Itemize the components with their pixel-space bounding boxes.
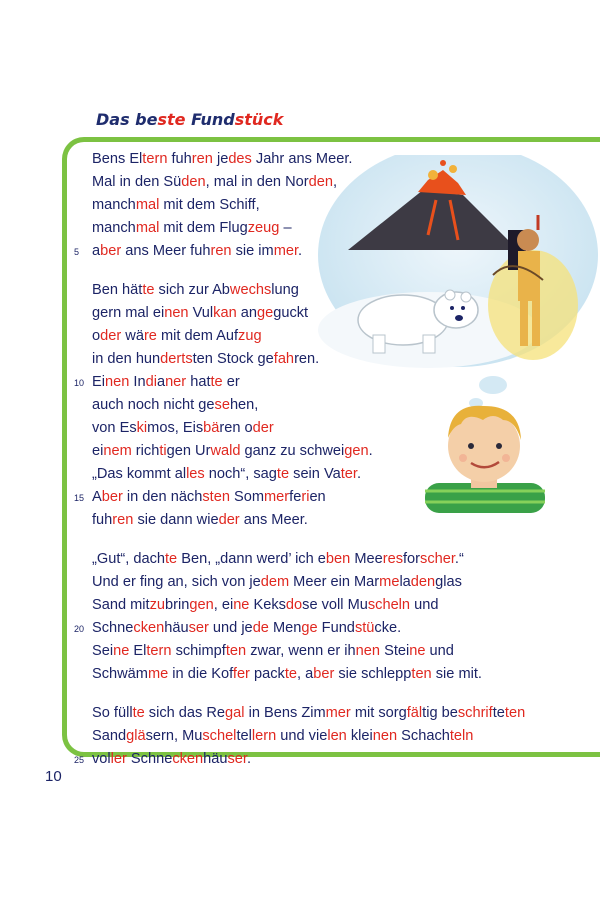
text-line bbox=[92, 304, 308, 322]
syllable-text: Ben hät bbox=[92, 282, 143, 298]
syllable-highlight: des bbox=[228, 151, 252, 167]
syllable-highlight: ren bbox=[210, 243, 232, 259]
syllable-highlight: fäl bbox=[406, 705, 423, 721]
syllable-highlight: te bbox=[276, 466, 290, 482]
syllable-highlight: zeug bbox=[247, 220, 280, 236]
text-line bbox=[92, 750, 251, 768]
syllable-highlight: ki bbox=[136, 420, 148, 436]
syllable-text: zwar, wenn er ih bbox=[246, 643, 356, 659]
syllable-text: Jahr ans Meer. bbox=[251, 151, 353, 167]
syllable-text: fuh bbox=[92, 512, 113, 528]
syllable-highlight: sten bbox=[202, 489, 230, 505]
syllable-text: mos, Eis bbox=[147, 420, 204, 436]
syllable-highlight: den bbox=[308, 174, 333, 190]
line-number-20: 20 bbox=[74, 624, 85, 634]
syllable-text: El bbox=[129, 643, 147, 659]
syllable-highlight: der bbox=[100, 328, 122, 344]
syllable-highlight: schrif bbox=[457, 705, 493, 721]
syllable-text: , bbox=[332, 174, 338, 190]
syllable-highlight: cken bbox=[133, 620, 165, 636]
text-line bbox=[92, 596, 438, 614]
syllable-text: Das be bbox=[96, 110, 158, 129]
syllable-highlight: se bbox=[214, 397, 230, 413]
syllable-highlight: fah bbox=[273, 351, 295, 367]
syllable-text: sie mit. bbox=[431, 666, 482, 682]
syllable-highlight: mal bbox=[135, 220, 160, 236]
syllable-highlight: ge bbox=[301, 620, 318, 636]
syllable-highlight: ste bbox=[157, 110, 186, 129]
syllable-highlight: den bbox=[410, 574, 436, 590]
syllable-text: Schne bbox=[126, 751, 173, 767]
syllable-highlight: glä bbox=[126, 728, 146, 744]
syllable-text: in Bens Zim bbox=[244, 705, 326, 721]
syllable-text: in den näch bbox=[122, 489, 203, 505]
syllable-highlight: ne bbox=[233, 597, 250, 613]
syllable-text: Und er fing an, sich von je bbox=[92, 574, 261, 590]
syllable-text: an bbox=[236, 305, 257, 321]
syllable-text: Mee bbox=[350, 551, 383, 567]
syllable-text: for bbox=[403, 551, 421, 567]
syllable-highlight: ner bbox=[165, 374, 187, 390]
text-line bbox=[92, 511, 308, 529]
syllable-highlight: te bbox=[132, 705, 145, 721]
syllable-highlight: ren bbox=[191, 151, 213, 167]
text-line bbox=[92, 281, 299, 299]
syllable-text: la bbox=[399, 574, 411, 590]
syllable-highlight: derts bbox=[160, 351, 193, 367]
syllable-text: „Das kommt al bbox=[92, 466, 187, 482]
syllable-text: sern, Mu bbox=[145, 728, 203, 744]
syllable-text: A bbox=[92, 489, 102, 505]
syllable-highlight: ser bbox=[227, 751, 247, 767]
text-line bbox=[92, 150, 352, 168]
syllable-text: So füll bbox=[92, 705, 133, 721]
syllable-text: und bbox=[410, 597, 439, 613]
syllable-text: Men bbox=[268, 620, 302, 636]
syllable-text: brin bbox=[165, 597, 190, 613]
syllable-highlight: ter bbox=[340, 466, 357, 482]
syllable-text: sie schlepp bbox=[334, 666, 412, 682]
syllable-highlight: tern bbox=[142, 151, 168, 167]
syllable-highlight: ben bbox=[325, 551, 351, 567]
syllable-highlight: wechs bbox=[229, 282, 272, 298]
syllable-text: von Es bbox=[92, 420, 137, 436]
syllable-text: Keks bbox=[249, 597, 286, 613]
syllable-highlight: do bbox=[285, 597, 303, 613]
syllable-text: Stei bbox=[380, 643, 410, 659]
text-line bbox=[92, 550, 464, 568]
syllable-text: fuh bbox=[167, 151, 192, 167]
syllable-highlight: len bbox=[327, 728, 347, 744]
syllable-highlight: ge bbox=[257, 305, 274, 321]
syllable-highlight: lern bbox=[251, 728, 277, 744]
syllable-highlight: me bbox=[379, 574, 400, 590]
syllable-highlight: stü bbox=[354, 620, 375, 636]
syllable-highlight: te bbox=[210, 374, 223, 390]
syllable-text: Fund bbox=[185, 110, 235, 129]
line-number-5: 5 bbox=[74, 247, 80, 257]
story-title bbox=[96, 110, 283, 129]
line-number-15: 15 bbox=[74, 493, 85, 503]
syllable-text: und bbox=[425, 643, 454, 659]
syllable-highlight: scher bbox=[420, 551, 455, 567]
syllable-text: fe bbox=[289, 489, 302, 505]
text-line bbox=[92, 196, 260, 214]
syllable-highlight: mer bbox=[273, 243, 299, 259]
syllable-text: häu bbox=[164, 620, 189, 636]
syllable-text: , ei bbox=[213, 597, 234, 613]
syllable-highlight: nen bbox=[164, 305, 189, 321]
syllable-text: ren o bbox=[219, 420, 253, 436]
syllable-text: mit dem Schiff, bbox=[159, 197, 260, 213]
line-number-10: 10 bbox=[74, 378, 85, 388]
syllable-text: „Gut“, dach bbox=[92, 551, 165, 567]
syllable-highlight: me bbox=[147, 666, 169, 682]
syllable-text: ren. bbox=[294, 351, 320, 367]
syllable-highlight: ber bbox=[313, 666, 335, 682]
syllable-highlight: re bbox=[143, 328, 157, 344]
syllable-highlight: der bbox=[252, 420, 274, 436]
boy-illustration bbox=[405, 398, 565, 513]
syllable-highlight: fer bbox=[232, 666, 250, 682]
syllable-highlight: mer bbox=[325, 705, 351, 721]
syllable-highlight: ber bbox=[100, 243, 122, 259]
syllable-text: sich zur Ab bbox=[154, 282, 230, 298]
syllable-text: guckt bbox=[273, 305, 309, 321]
syllable-text: a bbox=[92, 243, 101, 259]
syllable-text: ganz zu schwei bbox=[240, 443, 345, 459]
syllable-highlight: te bbox=[165, 551, 178, 567]
syllable-highlight: res bbox=[382, 551, 403, 567]
syllable-text: Schach bbox=[397, 728, 450, 744]
syllable-highlight: ten bbox=[504, 705, 526, 721]
text-line bbox=[92, 327, 262, 345]
syllable-text: noch“, sag bbox=[204, 466, 277, 482]
syllable-text: Ben, „dann werd’ ich e bbox=[177, 551, 326, 567]
syllable-text: hat bbox=[186, 374, 211, 390]
syllable-text: hen, bbox=[229, 397, 259, 413]
syllable-highlight: ten bbox=[411, 666, 432, 682]
syllable-highlight: de bbox=[252, 620, 269, 636]
syllable-highlight: te bbox=[284, 666, 297, 682]
text-line bbox=[92, 350, 319, 368]
syllable-text: tel bbox=[236, 728, 252, 744]
syllable-highlight: ser bbox=[188, 620, 209, 636]
syllable-text: klei bbox=[346, 728, 373, 744]
syllable-highlight: stück bbox=[234, 110, 284, 129]
syllable-text: Vul bbox=[188, 305, 214, 321]
syllable-text: Meer ein Mar bbox=[289, 574, 380, 590]
syllable-highlight: nen bbox=[104, 374, 130, 390]
syllable-highlight: teln bbox=[449, 728, 474, 744]
syllable-highlight: nen bbox=[372, 728, 398, 744]
syllable-text: gen Ur bbox=[166, 443, 211, 459]
syllable-highlight: di bbox=[145, 374, 157, 390]
syllable-text: sie dann wie bbox=[133, 512, 219, 528]
syllable-highlight: gal bbox=[225, 705, 245, 721]
syllable-text: . bbox=[356, 466, 362, 482]
syllable-highlight: zu bbox=[149, 597, 166, 613]
syllable-text: mit dem Flug bbox=[159, 220, 248, 236]
syllable-text: Sei bbox=[92, 643, 114, 659]
syllable-text: . bbox=[368, 443, 373, 459]
syllable-highlight: ne bbox=[409, 643, 426, 659]
syllable-text: und je bbox=[208, 620, 253, 636]
syllable-highlight: ber bbox=[101, 489, 123, 505]
syllable-text: ten Stock ge bbox=[192, 351, 274, 367]
text-line bbox=[92, 242, 302, 260]
text-line bbox=[92, 727, 473, 745]
syllable-text: ans Meer fuh bbox=[121, 243, 211, 259]
text-line bbox=[92, 419, 274, 437]
text-line bbox=[92, 465, 361, 483]
syllable-highlight: wald bbox=[210, 443, 241, 459]
text-line bbox=[92, 619, 401, 637]
syllable-text: Schwäm bbox=[92, 666, 148, 682]
syllable-highlight: den bbox=[181, 174, 206, 190]
syllable-text: sie im bbox=[231, 243, 274, 259]
syllable-text: Schne bbox=[92, 620, 134, 636]
syllable-text: Fund bbox=[317, 620, 355, 636]
syllable-text: . bbox=[298, 243, 303, 259]
syllable-highlight: schel bbox=[202, 728, 237, 744]
text-line bbox=[92, 173, 337, 191]
syllable-highlight: te bbox=[142, 282, 155, 298]
syllable-text: je bbox=[212, 151, 229, 167]
syllable-text: wä bbox=[121, 328, 144, 344]
syllable-highlight: bä bbox=[203, 420, 220, 436]
syllable-text: Bens El bbox=[92, 151, 143, 167]
syllable-text: – bbox=[279, 220, 292, 236]
syllable-text: vol bbox=[92, 751, 111, 767]
syllable-text: tig be bbox=[422, 705, 458, 721]
text-line bbox=[92, 573, 462, 591]
boy bbox=[425, 406, 545, 513]
syllable-text: gern mal ei bbox=[92, 305, 165, 321]
syllable-highlight: der bbox=[218, 512, 240, 528]
syllable-text: ei bbox=[92, 443, 104, 459]
syllable-text: Som bbox=[229, 489, 265, 505]
syllable-highlight: gen bbox=[189, 597, 214, 613]
syllable-highlight: nem bbox=[103, 443, 132, 459]
syllable-text: pack bbox=[249, 666, 285, 682]
syllable-text: Sand bbox=[92, 728, 127, 744]
syllable-highlight: mer bbox=[264, 489, 290, 505]
syllable-text: manch bbox=[92, 197, 136, 213]
syllable-highlight: tern bbox=[146, 643, 172, 659]
syllable-highlight: kan bbox=[213, 305, 237, 321]
syllable-text: und vie bbox=[276, 728, 328, 744]
text-line bbox=[92, 642, 454, 660]
syllable-highlight: dem bbox=[260, 574, 290, 590]
syllable-text: Ei bbox=[92, 374, 105, 390]
text-line bbox=[92, 488, 326, 506]
syllable-text: . bbox=[246, 751, 252, 767]
syllable-highlight: les bbox=[186, 466, 205, 482]
text-line bbox=[92, 704, 525, 722]
syllable-text: cke. bbox=[374, 620, 402, 636]
syllable-text: manch bbox=[92, 220, 136, 236]
text-line bbox=[92, 373, 240, 391]
text-line bbox=[92, 665, 482, 683]
syllable-text: er bbox=[222, 374, 240, 390]
syllable-text: a bbox=[156, 374, 166, 390]
syllable-text: rich bbox=[131, 443, 160, 459]
syllable-text: Mal in den Sü bbox=[92, 174, 182, 190]
syllable-text: se voll Mu bbox=[302, 597, 368, 613]
syllable-text: auch noch nicht ge bbox=[92, 397, 215, 413]
syllable-text: .“ bbox=[454, 551, 464, 567]
syllable-text: In bbox=[129, 374, 146, 390]
syllable-text: ans Meer. bbox=[239, 512, 308, 528]
dream-bubble-illustration bbox=[318, 155, 600, 410]
page-number: 10 bbox=[45, 768, 62, 785]
syllable-highlight: ne bbox=[113, 643, 130, 659]
syllable-text: mit dem Auf bbox=[156, 328, 239, 344]
syllable-text: sich das Re bbox=[144, 705, 226, 721]
syllable-highlight: nen bbox=[355, 643, 381, 659]
syllable-text: glas bbox=[435, 574, 462, 590]
syllable-text: , mal in den Nor bbox=[205, 174, 309, 190]
syllable-highlight: gen bbox=[344, 443, 369, 459]
text-line bbox=[92, 396, 258, 414]
bubble-small-1 bbox=[479, 376, 507, 394]
text-line bbox=[92, 219, 292, 237]
syllable-highlight: zug bbox=[238, 328, 262, 344]
line-number-25: 25 bbox=[74, 755, 85, 765]
syllable-text: lung bbox=[271, 282, 299, 298]
syllable-highlight: ler bbox=[110, 751, 127, 767]
syllable-highlight: ren bbox=[112, 512, 134, 528]
syllable-text: , a bbox=[296, 666, 314, 682]
syllable-text: te bbox=[492, 705, 505, 721]
syllable-text: in die Kof bbox=[168, 666, 233, 682]
syllable-text: o bbox=[92, 328, 101, 344]
syllable-text: schimpf bbox=[171, 643, 226, 659]
syllable-text: häu bbox=[203, 751, 228, 767]
syllable-text: mit sorg bbox=[350, 705, 407, 721]
syllable-text: sein Va bbox=[289, 466, 341, 482]
syllable-highlight: scheln bbox=[367, 597, 411, 613]
syllable-text: en bbox=[309, 489, 326, 505]
syllable-text: Sand mit bbox=[92, 597, 150, 613]
syllable-text: in den hun bbox=[92, 351, 161, 367]
syllable-highlight: cken bbox=[172, 751, 204, 767]
syllable-highlight: ten bbox=[225, 643, 247, 659]
syllable-highlight: ti bbox=[159, 443, 167, 459]
syllable-highlight: mal bbox=[135, 197, 160, 213]
text-line bbox=[92, 442, 373, 460]
syllable-highlight: ri bbox=[301, 489, 310, 505]
